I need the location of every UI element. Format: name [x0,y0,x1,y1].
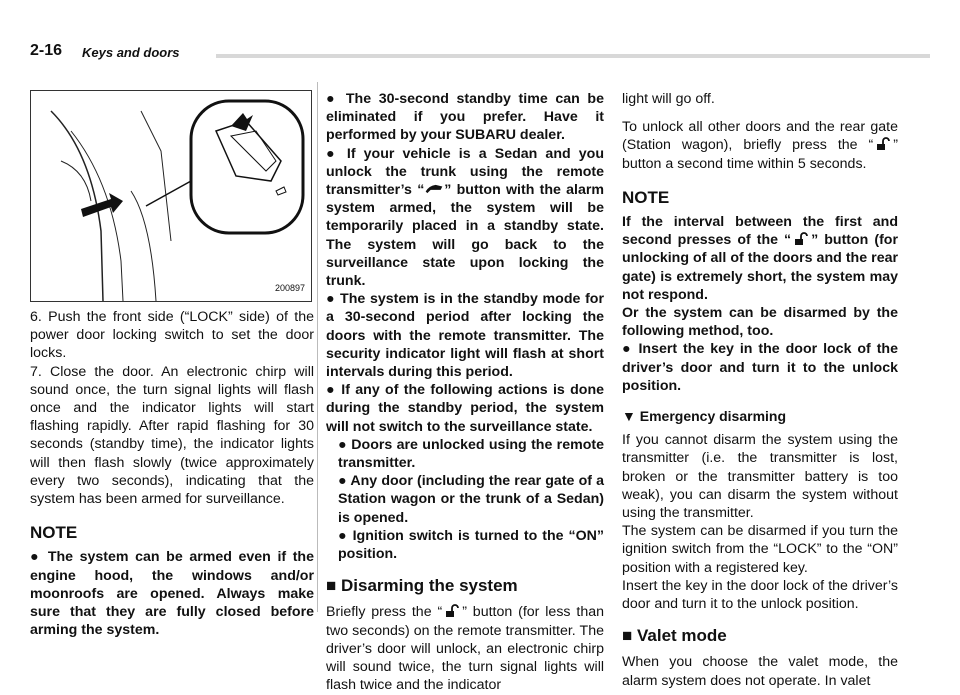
bullet-sedan-trunk-a: ● If your vehicle is a Sedan and you unlock the trunk using the remote transmitter’s “ [326,145,604,199]
unlock-button-icon [873,137,893,151]
page-header [30,42,930,66]
note-interval [622,213,898,304]
door-illustration-svg [31,91,311,301]
bullet-standby-mode: ● The system is in the standby mode for a 30-second period after locking the doors with the remote transmitter. The security indicator light will flash at short intervals during this period. [326,291,604,381]
valet-mode-heading: ■ Valet mode [622,626,727,646]
disarming-paragraph [326,603,604,694]
emergency-text-1: If you cannot disarm the system using the transmitter (i.e. the transmitter is lost, broken or the transmitter battery is too weak), you can disarm the system without using the transmitter. [622,432,898,522]
unlock-button-icon [442,604,462,618]
bullet-standby-time: ● The 30-second standby time can be eliminated if you prefer. Have it performed by your SUBARU dealer. [326,91,604,144]
bullet-sedan-trunk-b: ” button with the alarm system armed, the system will be temporarily placed in a standby state. The system will go back to the surveillance state upon locking the trunk. [326,182,605,290]
door-lock-switch-illustration [30,90,312,302]
column-right [622,90,898,690]
sub-bullet-ignition: ● Ignition switch is turned to the “ON” position. [338,527,604,563]
emergency-text-2: The system can be disarmed if you turn the ignition switch from the “LOCK” to the “ON” position with a registered key. [622,523,898,576]
figure-number: 200897 [274,282,305,293]
note-alternative: Or the system can be disarmed by the following method, too. [622,305,898,340]
disarming-text-b: ” button (for less than two seconds) on the remote transmitter. The driver’s door will unlock, an electronic chirp will sound twice, the turn signal lights will flash twice and the indicator [326,604,605,694]
column-divider [317,82,318,612]
disarming-text-a: Briefly press the “ [326,604,443,621]
step-6: 6. Push the front side (“LOCK” side) of the power door locking switch to set the door locks. [30,309,314,362]
bullet-sedan-trunk [326,145,604,291]
column-middle [326,90,604,695]
page-number: 2-16 [30,42,63,59]
disarming-heading: ■ Disarming the system [326,576,518,596]
unlock-button-icon [791,232,811,246]
column-left [30,90,314,639]
unlock-all-text-a: To unlock all other doors and the rear gate (Station wagon), briefly press the “ [622,119,898,154]
emergency-text-3: Insert the key in the door lock of the driver’s door and turn it to the unlock position. [622,577,898,613]
note-bullet: ● The system can be armed even if the engine hood, the windows and/or moonroofs are opened. Always make sure that they are fully closed before arming the system. [30,549,314,639]
sub-bullet-door-opened: ● Any door (including the rear gate of a Station wagon or the trunk of a Sedan) is opened. [338,473,604,526]
note-key-unlock: ● Insert the key in the door lock of the driver’s door and turn it to the unlock position. [622,341,898,394]
unlock-all-paragraph [622,118,898,173]
emergency-disarming-heading: ▼ Emergency disarming [622,408,787,425]
trunk-button-icon [424,182,444,196]
note-interval-b: ” button (for unlocking of all of the doors and the rear gate) is extremely short, the system may not respond. [622,232,898,303]
note-heading: NOTE [622,187,670,207]
sub-bullet-unlocked: ● Doors are unlocked using the remote transmitter. [338,436,604,472]
note-heading: NOTE [30,523,78,543]
section-title: Keys and doors [82,45,180,60]
bullet-actions: ● If any of the following actions is done during the standby period, the system will not switch to the surveillance state. [326,382,604,435]
valet-mode-paragraph: When you choose the valet mode, the alarm system does not operate. In valet [622,654,898,689]
unlock-all-text-b: ” button a second time within 5 seconds. [622,137,898,172]
note-interval-a: If the interval between the first and second presses of the “ [622,214,898,249]
header-rule [216,54,930,58]
step-7: 7. Close the door. An electronic chirp will sound once, the turn signal lights will flash once and the indicator lights will start flashing rapidly. After rapid flashing for 30 seconds (standby time), the indicator lights will then flash slowly (twice approximately every two seconds), indicating that the system has been armed for surveillance. [30,363,314,508]
continued-text: light will go off. [622,91,715,107]
